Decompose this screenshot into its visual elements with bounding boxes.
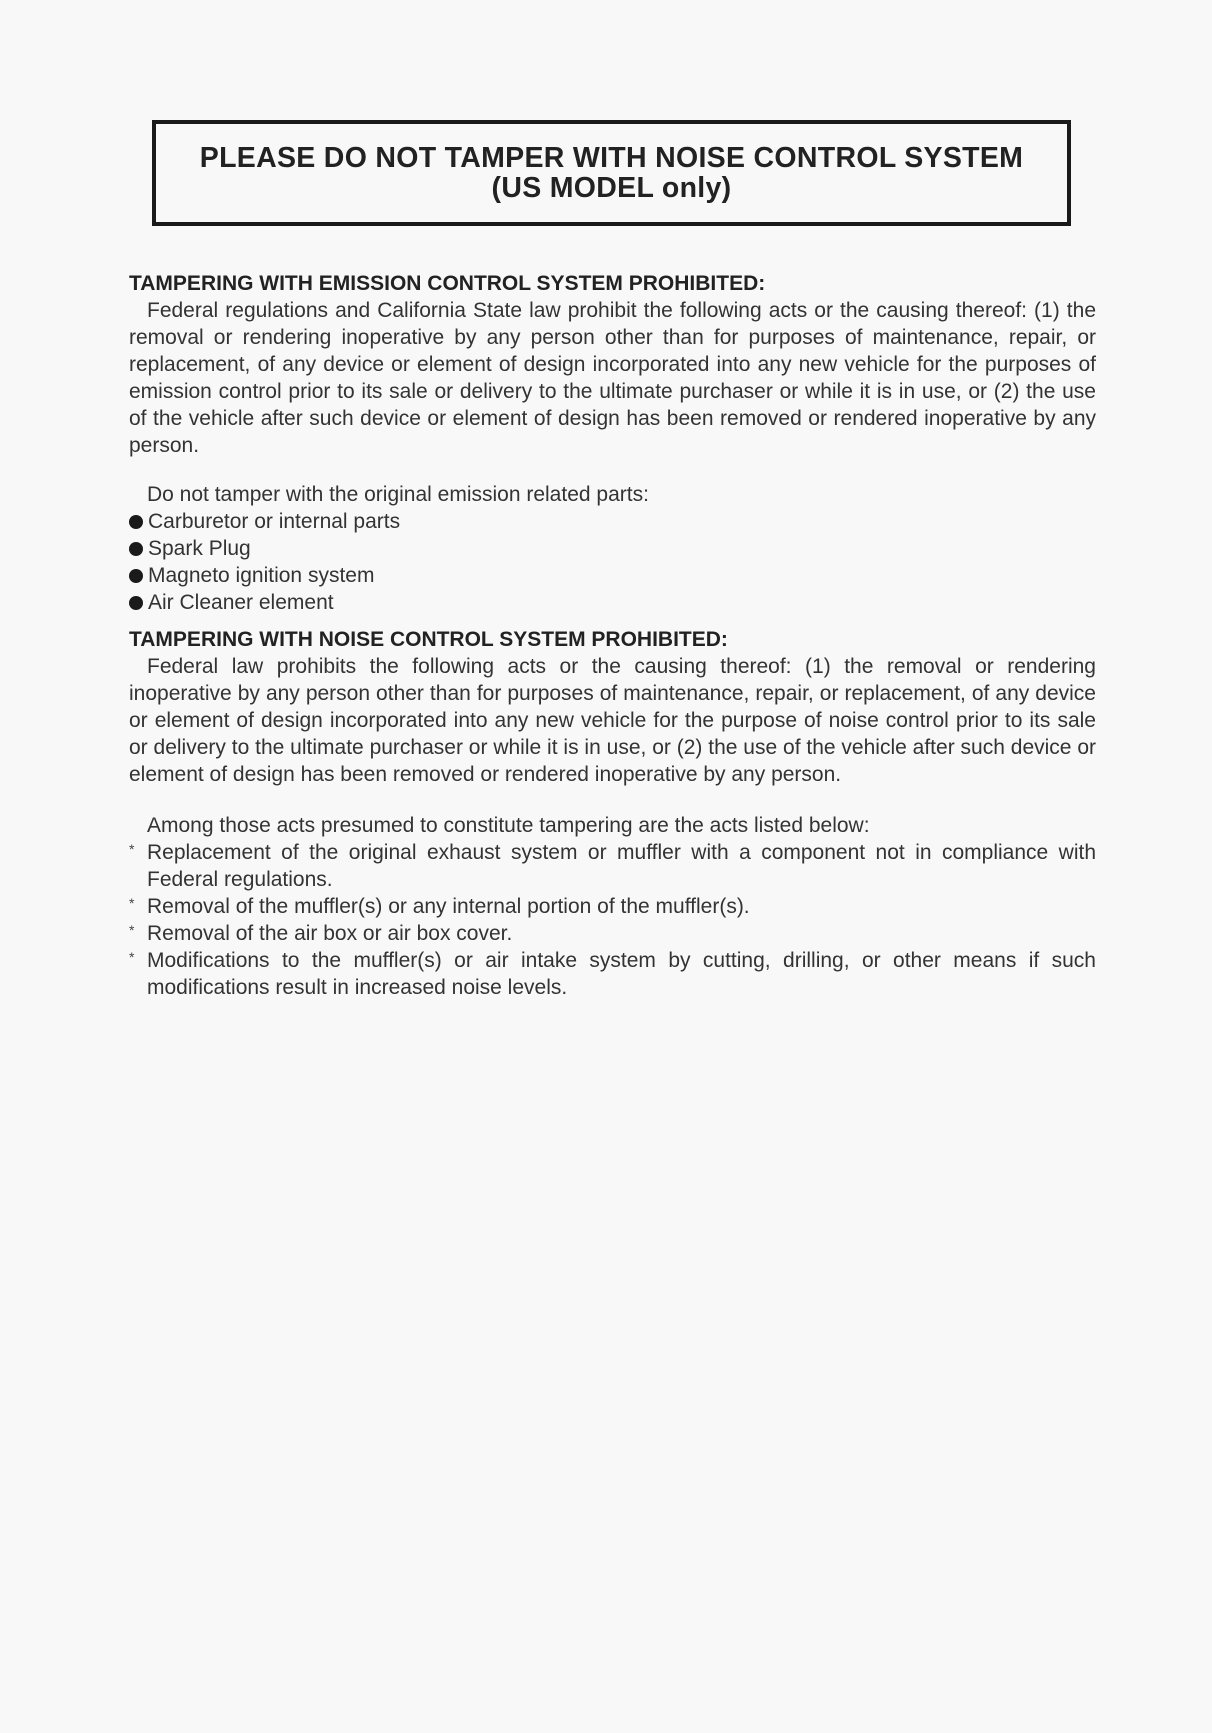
list-item [129,508,1096,535]
noise-section [129,626,1096,1001]
list-item-label: Magneto ignition system [148,564,375,587]
noise-heading: TAMPERING WITH NOISE CONTROL SYSTEM PROHIBITED: [129,628,728,651]
list-item [129,893,1096,920]
asterisk-icon: * [129,841,135,857]
emission-parts-intro: Do not tamper with the original emission related parts: [147,483,649,506]
list-item [129,920,1096,947]
notice-title-line-1: PLEASE DO NOT TAMPER WITH NOISE CONTROL SYSTEM [199,142,1024,174]
emission-paragraph: Federal regulations and California State law prohibit the following acts or the causing thereof: (1) the removal or rendering inoperative by any person other than for purposes of maintenance, repair, or replacement, of any device or element of design incorporated into any new vehicle for the purposes of emission control prior to its sale or delivery to the ultimate purchaser or while it is in use, or (2) the use of the vehicle after such device or element of design has been removed or rendered inoperative by any person. [129,299,1096,457]
list-item-label: Spark Plug [148,537,251,560]
asterisk-icon: * [129,922,135,938]
asterisk-icon: * [129,949,135,965]
list-item-label: Air Cleaner element [148,591,334,614]
list-item-label: Modifications to the muffler(s) or air intake system by cutting, drilling, or other means if such modifications result in increased noise levels. [147,949,1096,999]
noise-paragraph: Federal law prohibits the following acts or the causing thereof: (1) the removal or rendering inoperative by any person other than for purposes of maintenance, repair, or replacement, of any device or element of design incorporated into any new vehicle for the purpose of noise control prior to its sale or delivery to the ultimate purchaser or while it is in use, or (2) the use of the vehicle after such device or element of design has been removed or rendered inoperative by any person. [129,655,1096,786]
emission-heading: TAMPERING WITH EMISSION CONTROL SYSTEM PROHIBITED: [129,272,766,295]
list-item [129,947,1096,1001]
list-item-label: Removal of the air box or air box cover. [147,922,513,945]
bullet-icon [129,542,143,556]
emission-parts-list [129,508,1096,616]
list-item-label: Carburetor or internal parts [148,510,401,533]
list-item-label: Replacement of the original exhaust system or muffler with a component not in compliance with Federal regulations. [147,841,1096,891]
notice-title-line-2: (US MODEL only) [491,172,732,204]
list-item [129,839,1096,893]
bullet-icon [129,596,143,610]
notice-box [152,120,1071,226]
emission-section [129,270,1096,616]
document-body [129,270,1096,1001]
noise-acts-list [129,839,1096,1001]
asterisk-icon: * [129,895,135,911]
list-item [129,562,1096,589]
bullet-icon [129,515,143,529]
list-item [129,589,1096,616]
list-item-label: Removal of the muffler(s) or any internal portion of the muffler(s). [147,895,750,918]
noise-acts-intro: Among those acts presumed to constitute tampering are the acts listed below: [147,814,870,837]
bullet-icon [129,569,143,583]
list-item [129,535,1096,562]
